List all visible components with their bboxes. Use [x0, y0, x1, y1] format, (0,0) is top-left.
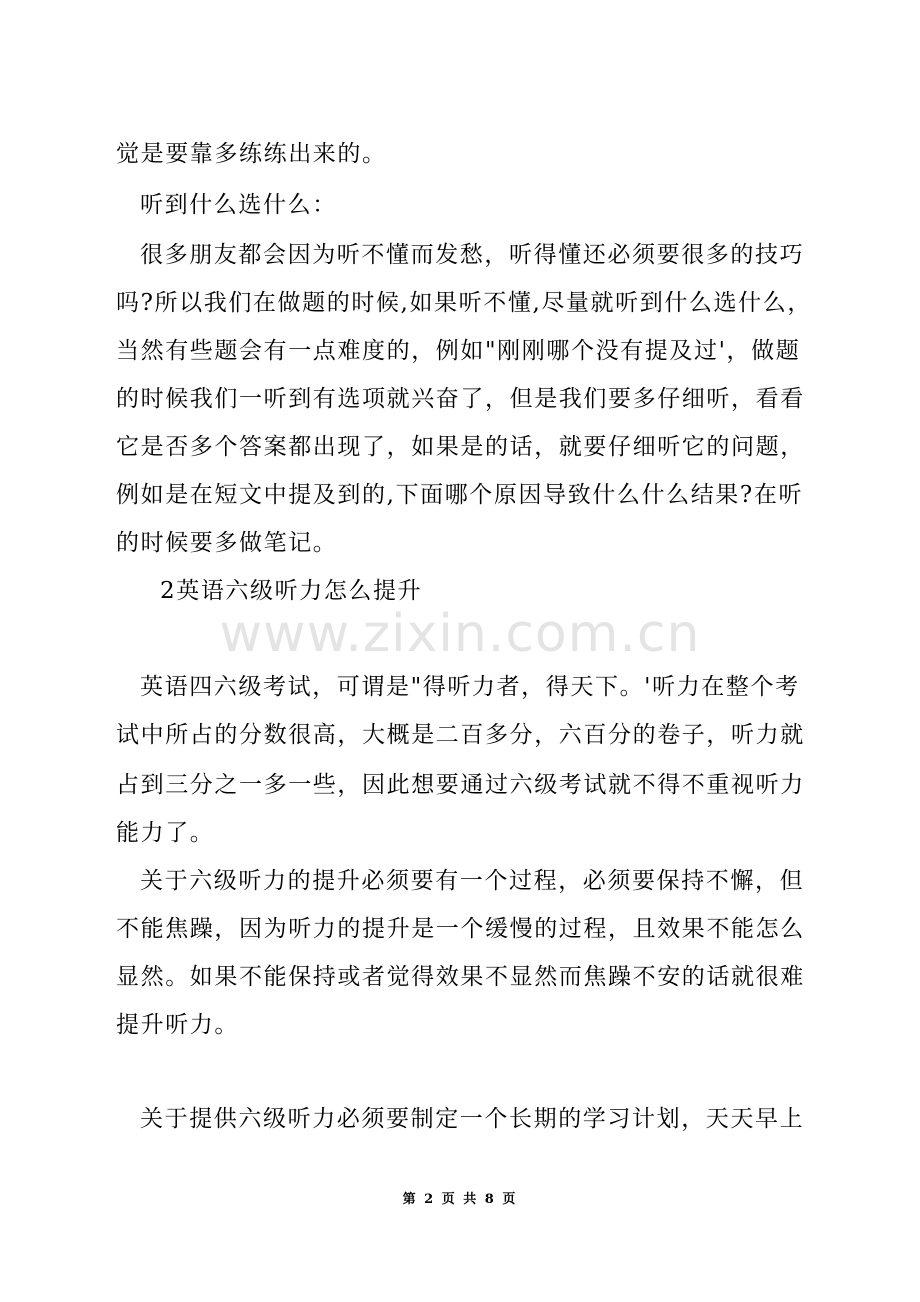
text-line: 的时候要多做笔记。 [116, 530, 338, 556]
text-line: 能力了。 [116, 820, 215, 846]
text-line: 例如是在短文中提及到的,下面哪个原因导致什么什么结果?在听 [116, 482, 804, 508]
text-line: 试中所占的分数很高，大概是二百多分，六百分的卷子，听力就 [116, 722, 805, 748]
text-line: 它是否多个答案都出现了，如果是的话，就要仔细听它的问题， [116, 434, 805, 460]
watermark: www.zixin.com.cn [219, 604, 701, 664]
text-line: 当然有些题会有一点难度的，例如"刚刚哪个没有提及过'，做题 [116, 338, 801, 364]
text-line: 不能焦躁，因为听力的提升是一个缓慢的过程，且效果不能怎么 [116, 916, 805, 942]
text-line: 关于六级听力的提升必须要有一个过程，必须要保持不懈，但 [140, 868, 805, 894]
page-number-footer: 第 2 页 共 8 页 [402, 1192, 518, 1207]
text-line: 英语四六级考试，可谓是"得听力者，得天下。'听力在整个考 [140, 674, 800, 700]
text-line: 显然。如果不能保持或者觉得效果不显然而焦躁不安的话就很难 [116, 964, 805, 990]
text-line: 吗?所以我们在做题的时候,如果听不懂,尽量就听到什么选什么， [116, 290, 812, 316]
text-line: 的时候我们一听到有选项就兴奋了，但是我们要多仔细听，看看 [116, 386, 805, 412]
text-line: 觉是要靠多练练出来的。 [116, 141, 387, 167]
text-line: 提升听力。 [116, 1012, 239, 1038]
text-line: 听到什么选什么： [140, 192, 337, 218]
section-heading: 2英语六级听力怎么提升 [160, 578, 423, 604]
text-line: 占到三分之一多一些，因此想要通过六级考试就不得不重视听力 [116, 772, 805, 798]
text-line: 关于提供六级听力必须要制定一个长期的学习计划，天天早上 [140, 1106, 805, 1132]
text-line: 很多朋友都会因为听不懂而发愁，听得懂还必须要很多的技巧 [140, 242, 805, 268]
